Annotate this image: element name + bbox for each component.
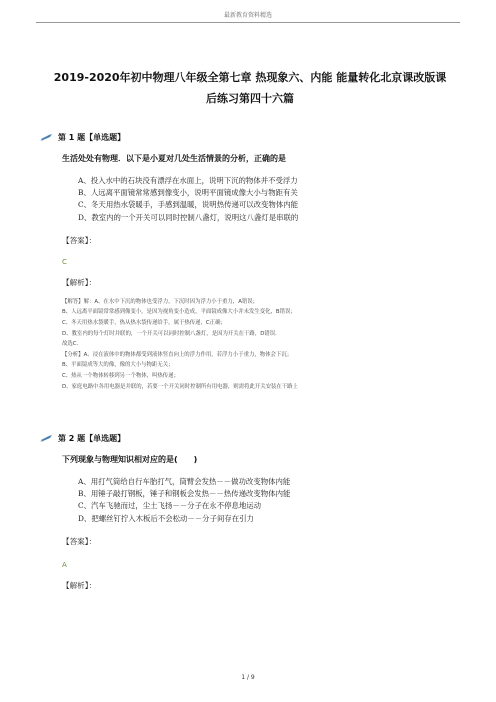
answer-value: A [62, 560, 67, 569]
analysis-line: B、平面镜成等大的像，像的大小与物距无关； [62, 362, 174, 369]
header-rule [36, 22, 460, 23]
analysis-text [62, 297, 460, 392]
question-1-stem: 生活处处有物理．以下是小夏对几处生活情景的分析，正确的是 [62, 154, 286, 163]
analysis-line: B、人远离平面镜常常感到像变小，是因为视角变小造成，平面镜成像大小并未发生变化，B错误； [62, 309, 296, 316]
option-c: C、冬天用热水袋暖手，手感到温暖，说明热传递可以改变物体内能 [78, 200, 298, 210]
document-title [40, 67, 460, 109]
option-c: C、汽车飞驰而过，尘土飞扬－－分子在永不停息地运动 [78, 501, 262, 511]
pen-icon [40, 434, 54, 442]
answer-label: 【答案】： [62, 235, 97, 245]
analysis-line: 【解答】解：A、在水中下沉的物体也受浮力，下沉时因为浮力小于重力，A错误； [62, 298, 259, 305]
question-1-heading-text: 第 1 题【单选题】 [58, 132, 126, 142]
option-b: B、用锤子敲打钢板，锤子和钢板会发热－－热传递改变物体内能 [78, 489, 291, 499]
analysis-line: C、热从一个物体转移到另一个物体，叫热传递； [62, 372, 179, 379]
question-2-heading [40, 432, 460, 444]
page-header: 最新教育资料精选 [223, 12, 272, 19]
analysis-label: 【解析】： [62, 580, 97, 590]
title-line-1: 2019-2020年初中物理八年级全第七章 热现象六、内能 能量转化北京课改版课 [53, 71, 447, 84]
pen-icon [40, 133, 54, 141]
question-2-options [78, 476, 460, 525]
analysis-line: 【分析】A、浸在液体中的物体都受到液体竖直向上的浮力作用，若浮力小于重力，物体会下沉； [62, 351, 293, 358]
option-a: A、用打气筒给自行车胎打气，筒臂会发热－－做功改变物体内能 [78, 477, 291, 486]
question-2-stem: 下列现象与物理知识相对应的是( ) [62, 455, 198, 464]
answer-value: C [62, 257, 67, 266]
option-d: D、把螺丝钉拧入木板后不会松动－－分子间存在引力 [78, 513, 254, 523]
title-line-2: 后练习第四十六篇 [206, 92, 294, 105]
analysis-line: D、家庭电路中各用电器是并联的，若要一个开关同时控制所有用电器，则需将此开关安装在干路上 [62, 383, 298, 390]
question-2-heading-text: 第 2 题【单选题】 [58, 433, 126, 443]
answer-label: 【答案】： [62, 536, 97, 546]
question-2 [40, 432, 460, 591]
option-a: A、投入水中的石块没有漂浮在水面上，说明下沉的物体并不受浮力 [78, 176, 298, 185]
option-d: D、教室内的一个开关可以同时控制八盏灯，说明这八盏灯是串联的 [78, 212, 299, 222]
analysis-line: D、教室内的每个灯时并联的，一个开关可以同时控制八盏灯，是因为开关在干路，D错误． [62, 330, 281, 337]
question-1 [40, 131, 460, 392]
page-number: 1 / 9 [241, 674, 255, 681]
question-1-options [78, 175, 460, 224]
analysis-line: 故选C． [62, 341, 82, 348]
question-1-heading [40, 131, 460, 143]
analysis-line: C、冬天用热水袋暖手，热从热水袋传递给手，属于热传递，C正确； [62, 319, 226, 326]
analysis-label: 【解析】： [62, 277, 97, 287]
option-b: B、人远离平面镜常常感到像变小，说明平面镜成像大小与物距有关 [78, 188, 298, 198]
